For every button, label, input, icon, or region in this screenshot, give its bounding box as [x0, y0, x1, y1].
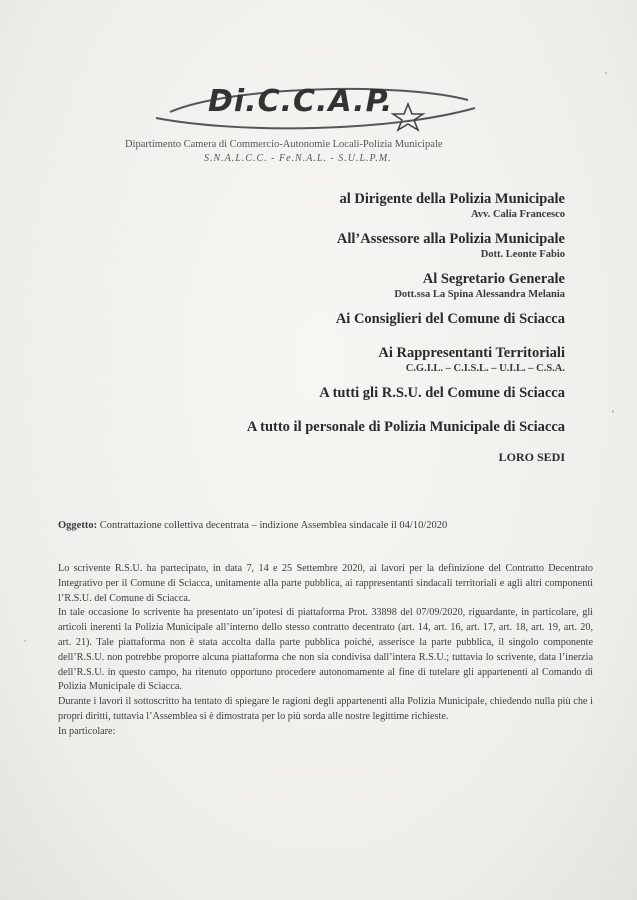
recipient-title: A tutti gli R.S.U. del Comune di Sciacca	[319, 385, 565, 401]
recipient-name: Dott.ssa La Spina Alessandra Melania	[394, 289, 565, 300]
recipient	[145, 448, 565, 466]
scan-speckle	[612, 410, 614, 413]
recipient	[145, 270, 565, 301]
subject-label: Oggetto:	[58, 520, 98, 531]
diccap-logo	[150, 78, 480, 138]
recipient-title: Ai Rappresentanti Territoriali	[378, 345, 565, 361]
subject-text: Contrattazione collettiva decentrata – indizione Assemblea sindacale il 04/10/2020	[99, 520, 448, 531]
recipient-title: A tutto il personale di Polizia Municipale di Sciacca	[246, 419, 565, 435]
recipient-title: All’Assessore alla Polizia Municipale	[336, 231, 565, 247]
body-paragraph: Durante i lavori il sottoscritto ha tentato di spiegare le ragioni degli appartenenti alla Polizia Municipale, chiedendo nulla più che i propri diritti, tuttavia l’Assemblea si è dimostrata per lo più sorda alle nostre legittime richieste.	[58, 696, 593, 722]
body-paragraph: Lo scrivente R.S.U. ha partecipato, in data 7, 14 e 25 Settembre 2020, ai lavori per la definizione del Contratto Decentrato Integrativo per il Comune di Sciacca, unitamente alla parte pubblica, ai rappresentanti sindacali territoriali e agli altri componenti l’R.S.U. del Comune di Sciacca.	[58, 563, 593, 604]
recipient	[145, 384, 565, 402]
scan-speckle	[605, 72, 607, 74]
recipient	[145, 418, 565, 436]
org-sub: S.N.A.L.C.C. - Fe.N.A.L. - S.U.L.P.M.	[204, 153, 392, 164]
logo-text: Di.C.C.A.P.	[208, 84, 394, 119]
recipient	[145, 344, 565, 375]
recipient-name: C.G.I.L. – C.I.S.L. – U.I.L. – C.S.A.	[405, 363, 565, 374]
body-paragraph: In particolare:	[58, 725, 116, 737]
body-paragraph: In tale occasione lo scrivente ha presentato un’ipotesi di piattaforma Prot. 33898 del 07/09/2020, riguardante, in particolare, gli articoli inerenti la Polizia Municipale all’interno dello stesso contratto decentrato (art. 14, art. 16, art. 17, art. 18, art. 19, art. 20, art. 21). Tale piattaforma non è stata accolta dalla parte pubblica poiché, asserisce la parte pubblica, il singolo componente dell’R.S.U. non potrebbe proporre alcuna piattaforma che non sia condivisa dall’intera R.S.U.; tuttavia lo scrivente, data l’inerzia dell’R.S.U. in questo campo, ha ritenuto opportuno procedere autonomamente al fine di tutelare gli appartenenti al Comando di Polizia Municipale di Sciacca.	[58, 607, 593, 693]
recipient-title: Al Segretario Generale	[422, 271, 565, 287]
recipient-name: Avv. Calia Francesco	[471, 209, 565, 220]
org-name: Dipartimento Camera di Commercio-Autonomie Locali-Polizia Municipale	[125, 139, 443, 150]
recipient	[145, 310, 565, 328]
letter-body	[58, 562, 593, 740]
recipient-title: Ai Consiglieri del Comune di Sciacca	[335, 311, 565, 327]
recipient-name: Dott. Leonte Fabio	[480, 249, 565, 260]
scan-speckle	[24, 640, 26, 642]
subject-line	[58, 520, 598, 531]
recipient-title: al Dirigente della Polizia Municipale	[339, 191, 565, 207]
recipients-list	[145, 190, 565, 475]
loro-sedi: LORO SEDI	[498, 450, 565, 464]
recipient	[145, 230, 565, 261]
recipient	[145, 190, 565, 221]
